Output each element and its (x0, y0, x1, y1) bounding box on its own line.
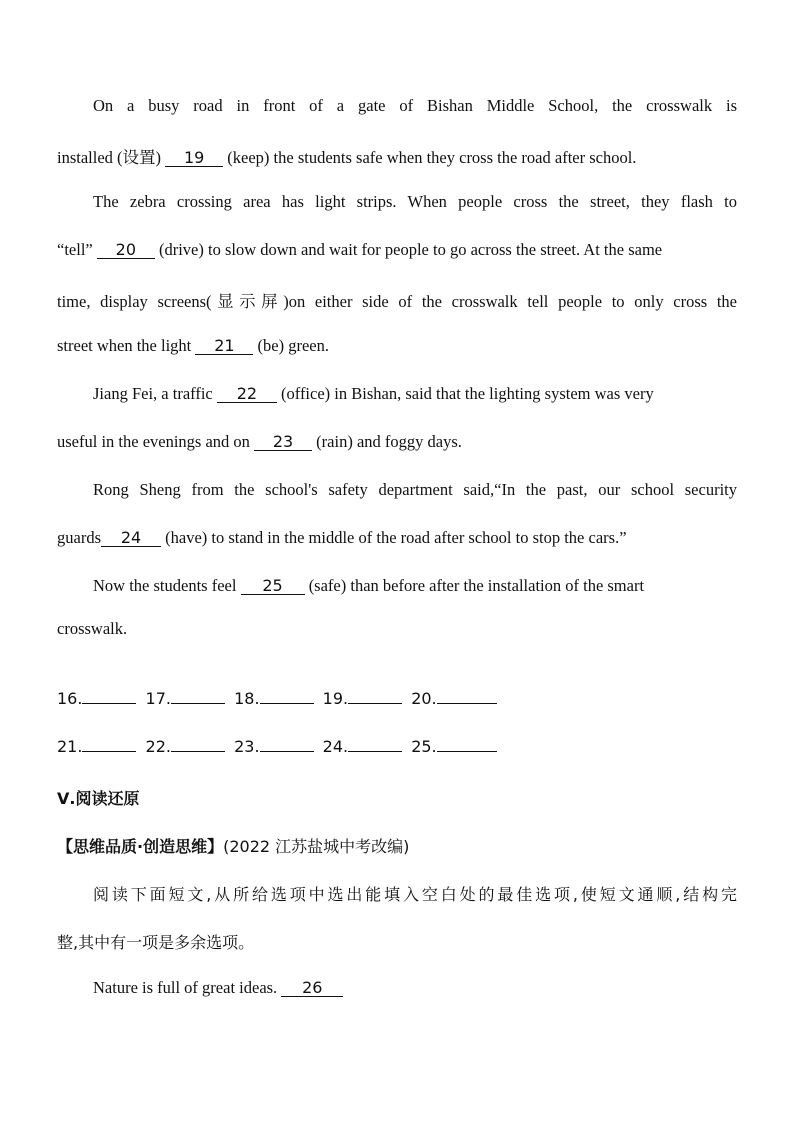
answer-slot-23[interactable] (234, 737, 313, 756)
answer-line (260, 737, 314, 752)
answer-number: 16. (57, 689, 83, 708)
answer-slot-24[interactable] (323, 737, 402, 756)
p2-line1: The zebra crossing area has light strips. When people cross the street, they flash to (93, 192, 737, 211)
p2-line2 (57, 240, 737, 260)
answer-line (348, 689, 402, 704)
p2-line2-after: (drive) to slow down and wait for people to go across the street. At the same (154, 240, 663, 259)
blank-20: 20 (97, 241, 155, 259)
answer-number: 25. (411, 737, 437, 756)
p4-line2-after: (have) to stand in the middle of the road after school to stop the cars.” (161, 528, 627, 547)
instruction-line1: 阅读下面短文,从所给选项中选出能填入空白处的最佳选项,使短文通顺,结构完 (93, 885, 737, 904)
p3-line1-after: (office) in Bishan, said that the lighting system was very (276, 384, 654, 403)
answer-line (171, 737, 225, 752)
answer-slot-17[interactable] (146, 689, 225, 708)
answer-slot-22[interactable] (146, 737, 225, 756)
reading-para-1 (93, 978, 737, 998)
answer-line (82, 689, 136, 704)
p3-line1 (93, 384, 737, 404)
blank-21: 21 (195, 337, 253, 355)
p1-line2-before: installed (设置) (57, 148, 166, 167)
answer-number: 23. (234, 737, 260, 756)
answer-row-1 (57, 689, 737, 708)
answer-slot-18[interactable] (234, 689, 313, 708)
answer-number: 21. (57, 737, 83, 756)
answer-line (260, 689, 314, 704)
p5-line2: crosswalk. (57, 619, 128, 638)
answer-slot-20[interactable] (411, 689, 496, 708)
answer-number: 19. (322, 689, 349, 708)
section-source-line (57, 834, 737, 857)
answer-number: 20. (411, 689, 437, 708)
answer-number: 17. (145, 689, 171, 708)
answer-slot-19[interactable] (323, 689, 402, 708)
reading-para-text: Nature is full of great ideas. (93, 978, 282, 997)
answer-slot-16[interactable] (57, 689, 136, 708)
p1-line2 (57, 144, 737, 168)
answer-line (171, 689, 225, 704)
p5-line1-before: Now the students feel (93, 576, 241, 595)
section-tag: 【思维品质·创造思维】 (57, 837, 224, 856)
p4-line1: Rong Sheng from the school's safety department said,“In the past, our school security (93, 480, 737, 499)
p2-line4-before: street when the light (57, 336, 196, 355)
blank-25: 25 (241, 577, 305, 595)
p3-line2-before: useful in the evenings and on (57, 432, 255, 451)
answer-number: 18. (234, 689, 260, 708)
answer-slot-21[interactable] (57, 737, 136, 756)
section-heading: Ⅴ.阅读还原 (57, 789, 140, 808)
p5-line1-after: (safe) than before after the installation of the smart (304, 576, 645, 595)
p2-line2-before: “tell” (57, 240, 97, 259)
blank-23: 23 (254, 433, 312, 451)
p3-line1-before: Jiang Fei, a traffic (93, 384, 217, 403)
p2-line4 (57, 336, 737, 356)
p4-line2-before: guards (57, 528, 101, 547)
p2-line4-after: (be) green. (253, 336, 329, 355)
answer-row-2 (57, 737, 737, 756)
p5-line1 (93, 576, 737, 596)
answer-line (437, 737, 497, 752)
p1-line1: On a busy road in front of a gate of Bishan Middle School, the crosswalk is (93, 96, 737, 115)
p3-line2-after: (rain) and foggy days. (312, 432, 462, 451)
section-source: (2022 江苏盐城中考改编) (223, 837, 410, 856)
answer-number: 24. (322, 737, 349, 756)
p4-line2 (57, 528, 737, 548)
p3-line2 (57, 432, 737, 452)
blank-22: 22 (217, 385, 277, 403)
p1-line2-after: (keep) the students safe when they cross the road after school. (223, 148, 637, 167)
answer-number: 22. (145, 737, 171, 756)
blank-26: 26 (281, 979, 343, 997)
blank-24: 24 (101, 529, 161, 547)
answer-line (348, 737, 402, 752)
answer-slot-25[interactable] (411, 737, 496, 756)
answer-line (82, 737, 136, 752)
p2-line3: time, display screens(显示屏)on either side of the crosswalk tell people to only cross the (57, 292, 737, 311)
instruction-line2: 整,其中有一项是多余选项。 (57, 933, 255, 952)
answer-line (437, 689, 497, 704)
blank-19: 19 (165, 149, 223, 167)
